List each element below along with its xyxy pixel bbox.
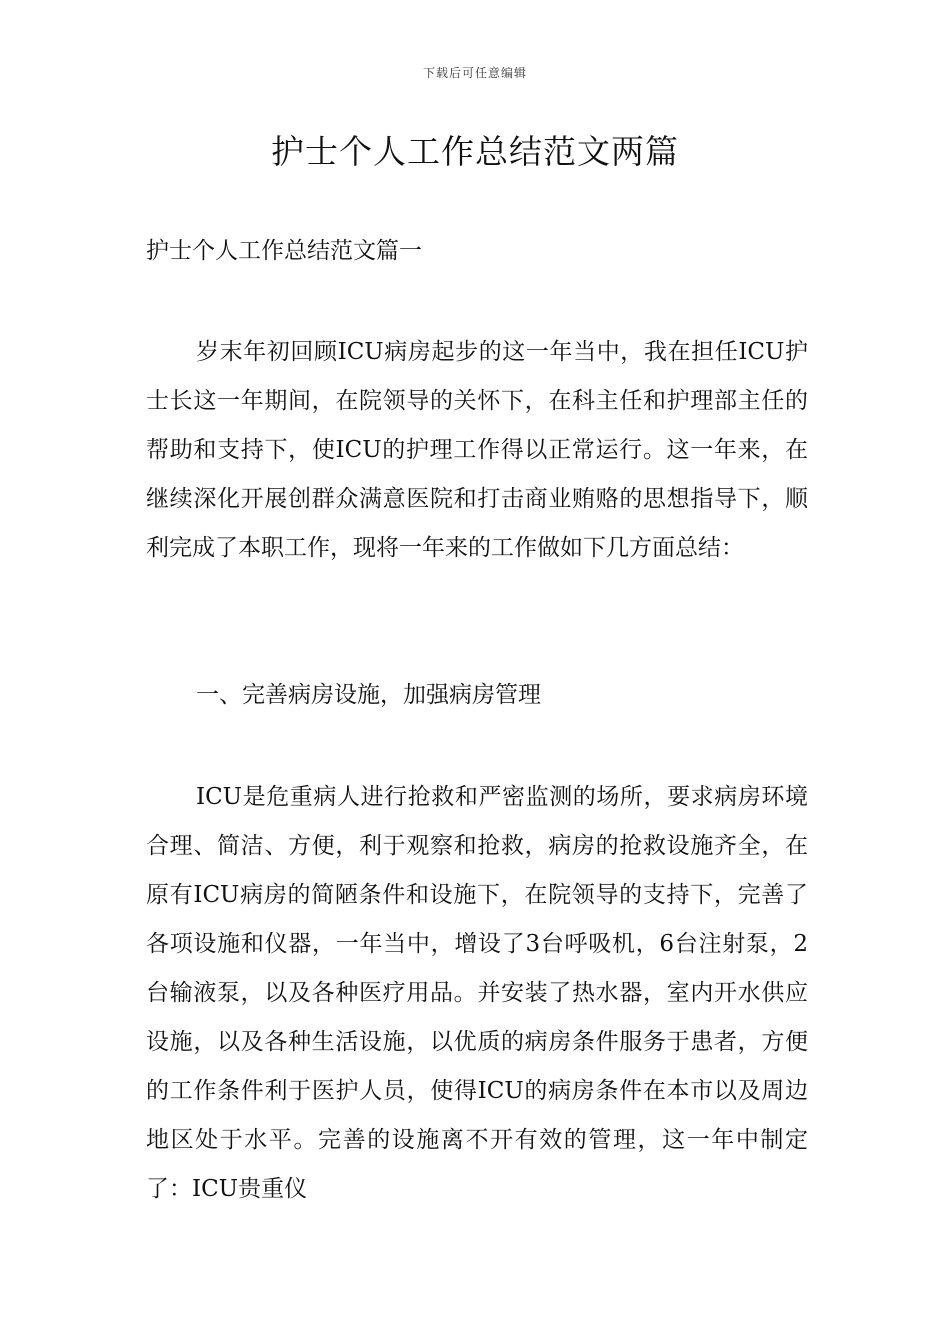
subheading-ward-management: 一、完善病房设施，加强病房管理 (196, 682, 541, 708)
header-note: 下载后可任意编辑 (422, 66, 527, 80)
section-title: 护士个人工作总结范文篇一 (146, 238, 422, 264)
document-title: 护士个人工作总结范文两篇 (271, 132, 679, 171)
paragraph-intro: 岁末年初回顾ICU病房起步的这一年当中，我在担任ICU护士长这一年期间，在院领导的关怀下，在科主任和护理部主任的帮助和支持下，使ICU的护理工作得以正常运行。这一年来，在继续深化开展创群众满意医院和打击商业贿赂的思想指导下，顺利完成了本职工作，现将一年来的工作做如下几方面总结： (146, 339, 808, 561)
paragraph-ward-facilities: ICU是危重病人进行抢救和严密监测的场所，要求病房环境合理、简洁、方便，利于观察和抢救，病房的抢救设施齐全，在原有ICU病房的简陋条件和设施下，在院领导的支持下，完善了各项设施和仪器，一年当中，增设了3台呼吸机，6台注射泵，2台输液泵，以及各种医疗用品。并安装了热水器，室内开水供应设施，以及各种生活设施，以优质的病房条件服务于患者，方便的工作条件利于医护人员，使得ICU的病房条件在本市以及周边地区处于水平。完善的设施离不开有效的管理，这一年中制定了：ICU贵重仪 (146, 784, 808, 1202)
